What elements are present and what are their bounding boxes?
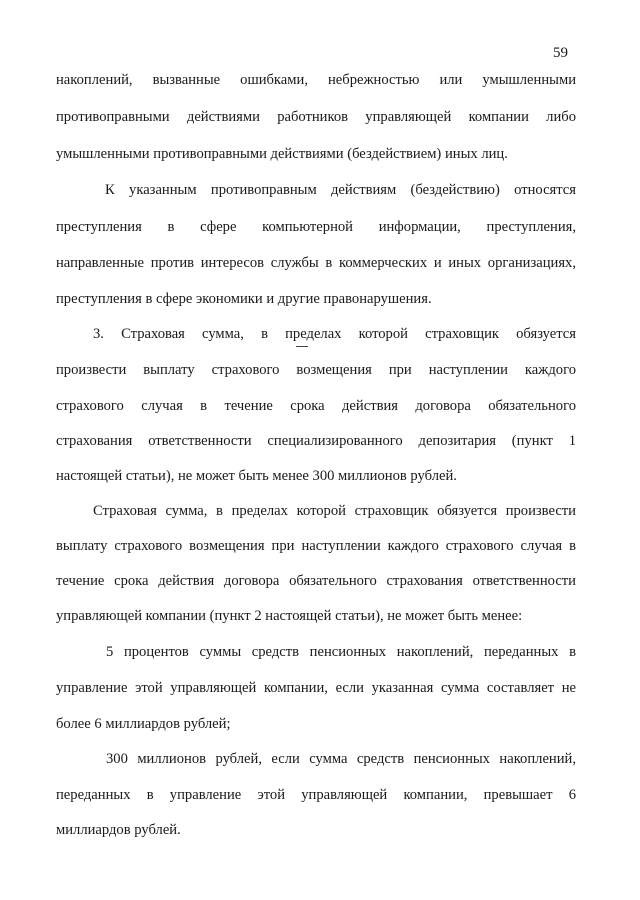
text-line: страхования ответственности специализированного депозитария (пункт 1 xyxy=(56,433,576,449)
text-line: течение срока действия договора обязательного страхования ответственности xyxy=(56,573,576,589)
pen-mark xyxy=(296,346,308,347)
text-line: направленные против интересов службы в коммерческих и иных организациях, xyxy=(56,255,576,271)
text-line: управляющей компании (пункт 2 настоящей статьи), не может быть менее: xyxy=(56,608,523,624)
text-line: выплату страхового возмещения при наступлении каждого страхового случая в xyxy=(56,538,576,554)
text-line: К указанным противоправным действиям (бездействию) относятся xyxy=(105,182,576,198)
text-line: миллиардов рублей. xyxy=(56,822,181,838)
text-line: Страховая сумма, в пределах которой страховщик обязуется произвести xyxy=(93,503,576,519)
text-line: противоправными действиями работников управляющей компании либо xyxy=(56,109,576,125)
text-line: 3. Страховая сумма, в пределах которой страховщик обязуется xyxy=(93,326,576,342)
text-line: 300 миллионов рублей, если сумма средств пенсионных накоплений, xyxy=(106,751,576,767)
text-line: преступления в сфере экономики и другие правонарушения. xyxy=(56,291,432,307)
text-line: умышленными противоправными действиями (бездействием) иных лиц. xyxy=(56,146,508,162)
text-line: накоплений, вызванные ошибками, небрежностью или умышленными xyxy=(56,72,576,88)
text-line: произвести выплату страхового возмещения при наступлении каждого xyxy=(56,362,576,378)
text-line: преступления в сфере компьютерной информации, преступления, xyxy=(56,219,576,235)
page-number: 59 xyxy=(553,45,568,61)
text-line: управление этой управляющей компании, если указанная сумма составляет не xyxy=(56,680,576,696)
text-line: настоящей статьи), не может быть менее 300 миллионов рублей. xyxy=(56,468,457,484)
text-line: страхового случая в течение срока действия договора обязательного xyxy=(56,398,576,414)
text-line: переданных в управление этой управляющей компании, превышает 6 xyxy=(56,787,576,803)
text-line: более 6 миллиардов рублей; xyxy=(56,716,231,732)
text-line: 5 процентов суммы средств пенсионных накоплений, переданных в xyxy=(106,644,576,660)
